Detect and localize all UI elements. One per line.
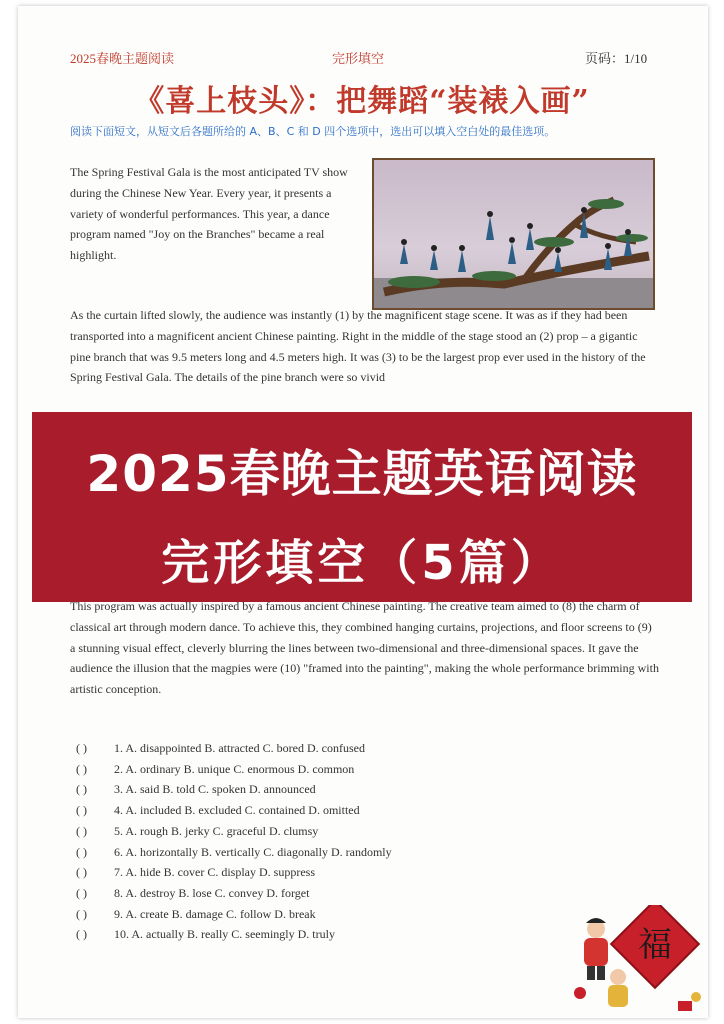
question-options: 3. A. said B. told C. spoken D. announced [114, 782, 316, 797]
question-item [76, 883, 576, 904]
answer-blank: ( ) [76, 782, 87, 797]
question-options: 7. A. hide B. cover C. display D. suppress [114, 865, 315, 880]
fu-character: 福 [638, 925, 672, 965]
question-options: 9. A. create B. damage C. follow D. break [114, 906, 316, 921]
passage-paragraph-1: The Spring Festival Gala is the most anticipated TV show during the Chinese New Year. Every year, it presents a variety of wonderful performances. This year, a dance program named "Joy on the Branches" became a real highlight. [70, 165, 348, 263]
fu-sticker-icon [572, 905, 712, 1017]
stage-photo [372, 158, 655, 310]
banner-main-title: 2025春晚主题英语阅读 [86, 445, 638, 503]
answer-blank: ( ) [76, 823, 87, 838]
question-item [76, 821, 576, 842]
question-options: 8. A. destroy B. lose C. convey D. forget [114, 885, 310, 900]
question-item [76, 738, 576, 759]
instruction-text: 阅读下面短文，从短文后各题所给的 A、B、C 和 D 四个选项中，选出可以填入空白处的最佳选项。 [70, 125, 556, 138]
new-year-decoration [572, 905, 712, 1017]
answer-blank: ( ) [76, 803, 87, 818]
question-options: 5. A. rough B. jerky C. graceful D. clumsy [114, 823, 319, 838]
answer-blank: ( ) [76, 885, 87, 900]
answer-blank: ( ) [76, 761, 87, 776]
page-title: 《喜上枝头》：把舞蹈“装裱入画” [134, 84, 590, 119]
dance-scene-illustration [374, 160, 653, 308]
question-options: 6. A. horizontally B. vertically C. diagonally D. randomly [114, 844, 392, 859]
header-page-number: 页码：1/10 [585, 51, 648, 66]
question-options: 2. A. ordinary B. unique C. enormous D. common [114, 761, 355, 776]
question-options: 1. A. disappointed B. attracted C. bored D. confused [114, 741, 365, 755]
question-options: 4. A. included B. excluded C. contained D. omitted [114, 803, 360, 818]
question-item [76, 904, 576, 925]
passage-paragraph-3: This program was actually inspired by a famous ancient Chinese painting. The creative team aimed to (8) the charm of classical art through modern dance. To achieve this, they combined hanging curtains, projections, and floor screens to (9) a stunning visual effect, cleverly blurring the lines between two-dimensional and three-dimensional spaces. It gave the audience the illusion that the magpies were (10) "framed into the painting", making the whole performance brimming with artistic conception. [70, 599, 659, 697]
answer-blank: ( ) [76, 927, 87, 942]
answer-blank: ( ) [76, 741, 87, 755]
passage-paragraph-2: As the curtain lifted slowly, the audience was instantly (1) by the magnificent stage scene. It was as if they had been transported into a magnificent ancient Chinese painting. Right in the middle of the stage stood an (2) prop – a gigantic pine branch that was 9.5 meters long and 4.5 meters high. It was (3) to be the largest prop ever used in the history of the Spring Festival Gala. The details of the pine branch were so vivid [70, 308, 646, 385]
question-item [76, 759, 576, 780]
answer-blank: ( ) [76, 865, 87, 880]
answer-blank: ( ) [76, 906, 87, 921]
question-item [76, 924, 576, 945]
question-item [76, 862, 576, 883]
title-banner [32, 412, 692, 602]
header-series-label: 2025春晚主题阅读 [70, 51, 175, 66]
question-item [76, 842, 576, 863]
answer-blank: ( ) [76, 844, 87, 859]
question-item [76, 779, 576, 800]
question-options: 10. A. actually B. really C. seemingly D. truly [114, 927, 335, 942]
question-list [76, 738, 576, 945]
header-section-label: 完形填空 [332, 51, 385, 66]
banner-subtitle: 完形填空（5篇） [161, 535, 563, 591]
question-item [76, 800, 576, 821]
